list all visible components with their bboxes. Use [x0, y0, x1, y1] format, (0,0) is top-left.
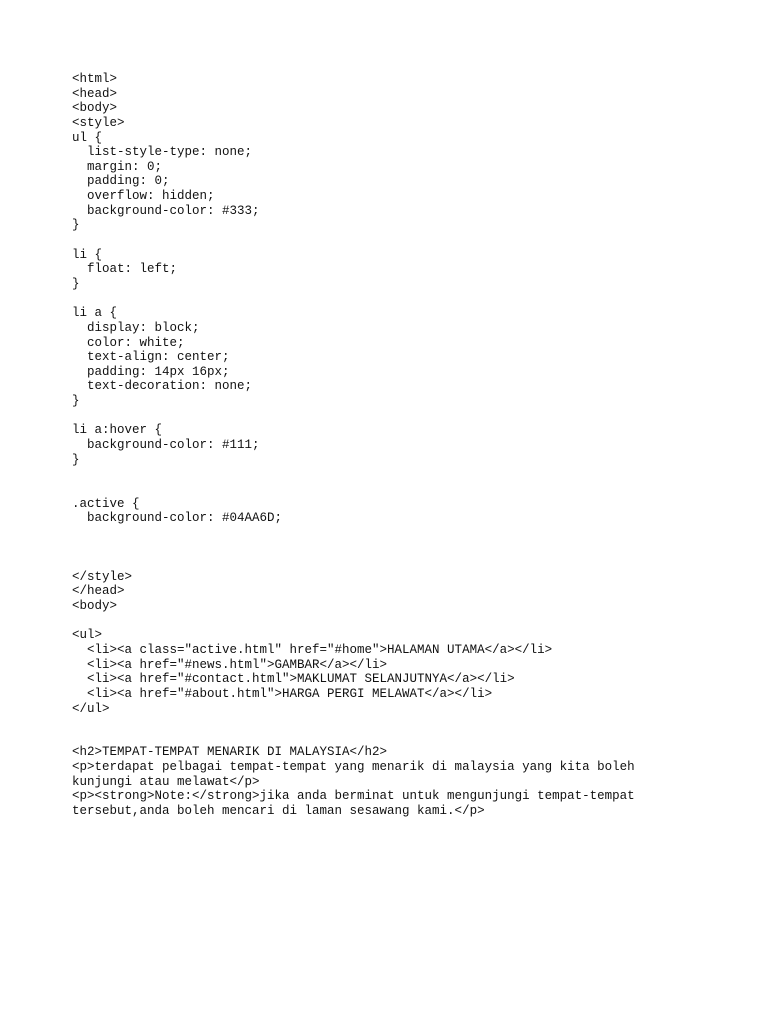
code-line: <body>: [72, 599, 118, 614]
code-line: [72, 614, 712, 629]
code-line: <p><strong>Note:</strong>jika anda berminat untuk mengunjungi tempat-tempat: [72, 789, 635, 804]
code-line: text-decoration: none;: [72, 379, 253, 394]
code-line: <body>: [72, 101, 118, 116]
code-line: [72, 409, 712, 424]
code-line: <li><a href="#about.html">HARGA PERGI MELAWAT</a></li>: [72, 686, 493, 701]
code-line: list-style-type: none;: [72, 145, 253, 160]
code-line: padding: 14px 16px;: [72, 364, 230, 379]
code-line: <style>: [72, 115, 125, 130]
code-line: [72, 541, 712, 556]
code-line: li {: [72, 247, 103, 262]
code-line: }: [72, 394, 80, 409]
code-line: [72, 482, 712, 497]
code-line: [72, 233, 712, 248]
code-line: li a:hover {: [72, 423, 163, 438]
code-line: }: [72, 452, 80, 467]
code-line: </ul>: [72, 701, 110, 716]
code-line: <h2>TEMPAT-TEMPAT MENARIK DI MALAYSIA</h2>: [72, 745, 388, 760]
code-line: display: block;: [72, 320, 200, 335]
code-line: [72, 292, 712, 307]
code-line: tersebut,anda boleh mencari di laman sesawang kami.</p>: [72, 804, 485, 819]
code-line: color: white;: [72, 335, 185, 350]
code-line: background-color: #111;: [72, 438, 260, 453]
code-line: <li><a href="#news.html">GAMBAR</a></li>: [72, 657, 388, 672]
code-line: [72, 467, 712, 482]
code-line: <li><a class="active.html" href="#home">HALAMAN UTAMA</a></li>: [72, 642, 553, 657]
code-line: <ul>: [72, 628, 103, 643]
code-line: [72, 731, 712, 746]
code-line: }: [72, 218, 80, 233]
code-line: padding: 0;: [72, 174, 170, 189]
code-line: margin: 0;: [72, 159, 163, 174]
code-line: <head>: [72, 86, 118, 101]
code-line: [72, 716, 712, 731]
code-line: <p>terdapat pelbagai tempat-tempat yang menarik di malaysia yang kita boleh: [72, 760, 635, 775]
code-line: <li><a href="#contact.html">MAKLUMAT SELANJUTNYA</a></li>: [72, 672, 515, 687]
code-line: <html>: [72, 72, 118, 86]
code-line: background-color: #333;: [72, 203, 260, 218]
code-line: overflow: hidden;: [72, 189, 215, 204]
code-line: li a {: [72, 306, 118, 321]
code-line: }: [72, 276, 80, 291]
code-line: float: left;: [72, 262, 178, 277]
code-listing: [72, 72, 712, 819]
code-line: .active {: [72, 496, 140, 511]
code-line: </style>: [72, 569, 133, 584]
code-line: text-align: center;: [72, 350, 230, 365]
code-line: ul {: [72, 130, 103, 145]
code-line: kunjungi atau melawat</p>: [72, 774, 260, 789]
code-line: [72, 555, 712, 570]
code-line: </head>: [72, 584, 125, 599]
code-line: [72, 526, 712, 541]
code-line: background-color: #04AA6D;: [72, 511, 283, 526]
